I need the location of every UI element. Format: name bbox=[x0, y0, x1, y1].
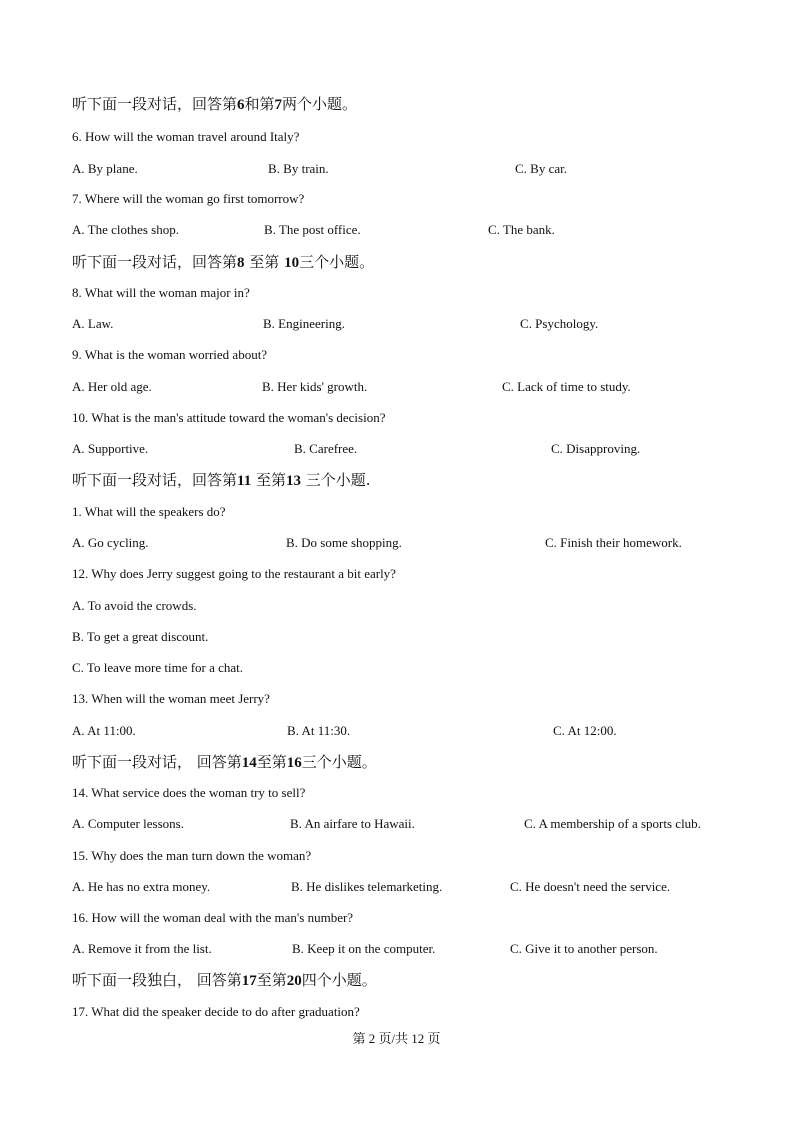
option-a: A. Law. bbox=[72, 316, 114, 331]
option-c: C. Lack of time to study. bbox=[502, 379, 631, 394]
question-text: 9. What is the woman worried about? bbox=[72, 347, 268, 362]
option-a: A. Her old age. bbox=[72, 379, 152, 394]
section-header: 听下面一段对话， 回答第14至第16三个小题。 bbox=[72, 753, 377, 771]
question-text: 8. What will the woman major in? bbox=[72, 285, 250, 300]
option-b: B. An airfare to Hawaii. bbox=[290, 816, 415, 831]
option-c: C. The bank. bbox=[488, 222, 555, 237]
section-header: 听下面一段对话，回答第6和第7两个小题。 bbox=[72, 95, 358, 113]
question-text: 1. What will the speakers do? bbox=[72, 504, 226, 519]
question-text: 10. What is the man's attitude toward the woman's decision? bbox=[72, 410, 386, 425]
option-c: C. Give it to another person. bbox=[510, 941, 658, 956]
option-b: B. He dislikes telemarketing. bbox=[291, 879, 443, 894]
option-b: B. To get a great discount. bbox=[72, 629, 209, 644]
option-a: A. He has no extra money. bbox=[72, 879, 211, 894]
section-header: 听下面一段对话，回答第11 至第13 三个小题. bbox=[72, 471, 371, 489]
option-a: A. To avoid the crowds. bbox=[72, 598, 197, 613]
option-b: B. Engineering. bbox=[263, 316, 345, 331]
option-a: A. Supportive. bbox=[72, 441, 149, 456]
option-b: B. By train. bbox=[268, 161, 329, 176]
option-c: C. To leave more time for a chat. bbox=[72, 660, 244, 675]
option-a: A. At 11:00. bbox=[72, 723, 136, 738]
option-b: B. Do some shopping. bbox=[286, 535, 402, 550]
option-b: B. Keep it on the computer. bbox=[292, 941, 436, 956]
page-footer: 第 2 页/共 12 页 bbox=[352, 1031, 441, 1046]
question-text: 13. When will the woman meet Jerry? bbox=[72, 691, 270, 706]
option-a: A. The clothes shop. bbox=[72, 222, 179, 237]
option-c: C. He doesn't need the service. bbox=[510, 879, 671, 894]
question-text: 14. What service does the woman try to sell? bbox=[72, 785, 306, 800]
question-text: 17. What did the speaker decide to do after graduation? bbox=[72, 1004, 360, 1019]
option-b: B. At 11:30. bbox=[287, 723, 351, 738]
question-text: 7. Where will the woman go first tomorrow? bbox=[72, 191, 305, 206]
option-b: B. Her kids' growth. bbox=[262, 379, 368, 394]
option-c: C. Disapproving. bbox=[551, 441, 641, 456]
option-b: B. Carefree. bbox=[294, 441, 358, 456]
option-a: A. By plane. bbox=[72, 161, 138, 176]
option-c: C. A membership of a sports club. bbox=[524, 816, 701, 831]
section-header: 听下面一段对话，回答第8 至第 10三个小题。 bbox=[72, 253, 375, 271]
question-text: 16. How will the woman deal with the man's number? bbox=[72, 910, 354, 925]
option-b: B. The post office. bbox=[264, 222, 361, 237]
section-header: 听下面一段独白， 回答第17至第20四个小题。 bbox=[72, 971, 377, 989]
option-c: C. At 12:00. bbox=[553, 723, 617, 738]
option-c: C. Psychology. bbox=[520, 316, 599, 331]
question-text: 6. How will the woman travel around Italy? bbox=[72, 129, 300, 144]
question-text: 12. Why does Jerry suggest going to the restaurant a bit early? bbox=[72, 566, 396, 581]
option-a: A. Go cycling. bbox=[72, 535, 149, 550]
option-a: A. Remove it from the list. bbox=[72, 941, 212, 956]
option-c: C. By car. bbox=[515, 161, 567, 176]
option-a: A. Computer lessons. bbox=[72, 816, 184, 831]
question-text: 15. Why does the man turn down the woman? bbox=[72, 848, 312, 863]
option-c: C. Finish their homework. bbox=[545, 535, 682, 550]
